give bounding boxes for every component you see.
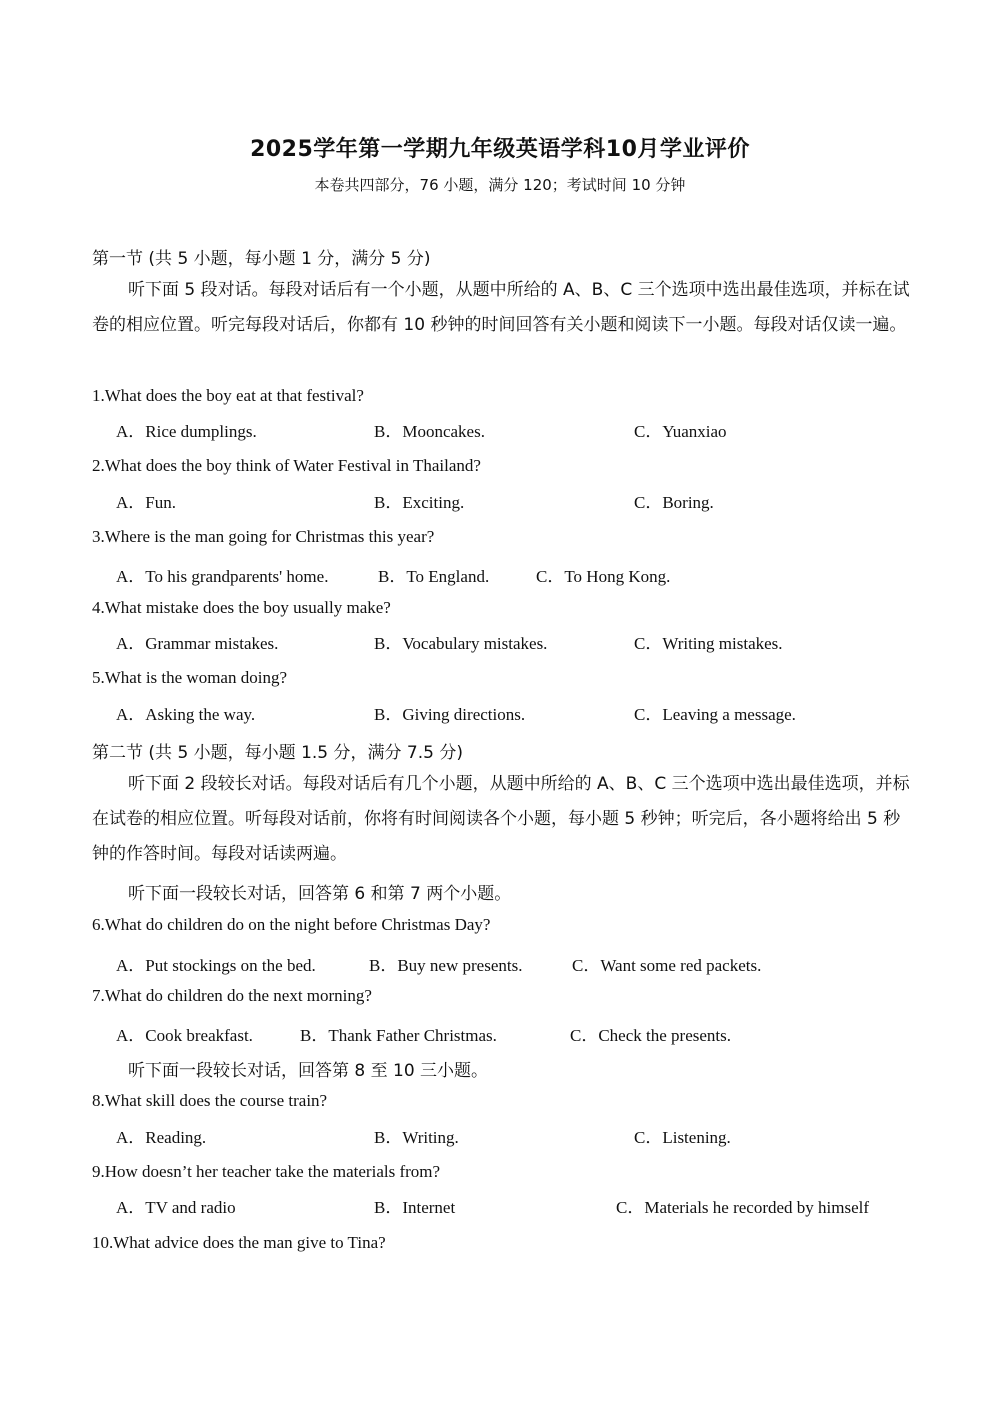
question-9: 9.How doesn’t her teacher take the materials from? [92,1162,441,1181]
question-6: 6.What do children do on the night before Christmas Day? [92,915,491,934]
option-c[interactable]: C．Listening. [634,1128,731,1147]
option-b[interactable]: B．Giving directions. [374,705,526,724]
option-a[interactable]: A．Grammar mistakes. [116,634,279,653]
option-a[interactable]: A．Put stockings on the bed. [116,956,316,975]
question-5: 5.What is the woman doing? [92,668,287,687]
option-c[interactable]: C．Leaving a message. [634,705,796,724]
option-a[interactable]: A．TV and radio [116,1198,236,1217]
option-b[interactable]: B．Thank Father Christmas. [300,1026,497,1045]
option-a[interactable]: A．Asking the way. [116,705,256,724]
question-2: 2.What does the boy think of Water Festival in Thailand? [92,456,481,475]
option-a[interactable]: A．To his grandparents' home. [116,567,329,586]
option-b[interactable]: B．Vocabulary mistakes. [374,634,548,653]
question-4: 4.What mistake does the boy usually make? [92,598,391,617]
option-a[interactable]: A．Reading. [116,1128,207,1147]
option-a[interactable]: A．Rice dumplings. [116,422,257,441]
option-b[interactable]: B．Buy new presents. [369,956,523,975]
option-b[interactable]: B．Writing. [374,1128,459,1147]
option-a[interactable]: A．Cook breakfast. [116,1026,253,1045]
dialogue-2-instruction: 听下面一段较长对话，回答第 8 至 10 三小题。 [128,1061,489,1081]
section-2-instruction-text: 听下面 2 段较长对话。每段对话后有几个小题，从题中所给的 A、B、C 三个选项中选出最佳选项，并标在试卷的相应位置。听每段对话前，你将有时间阅读各个小题，每小题 5 秒钟；听完后，各小题将给出 5 秒钟的作答时间。每段对话读两遍。 [92,774,910,864]
option-c[interactable]: C．Check the presents. [570,1026,731,1045]
question-3: 3.Where is the man going for Christmas this year? [92,527,435,546]
option-b[interactable]: B．Internet [374,1198,456,1217]
option-a[interactable]: A．Fun. [116,493,176,512]
section-2-heading: 第二节 (共 5 小题，每小题 1.5 分，满分 7.5 分) [92,743,463,763]
option-c[interactable]: C．Yuanxiao [634,422,727,441]
option-c[interactable]: C．To Hong Kong. [536,567,671,586]
option-b[interactable]: B．To England. [378,567,490,586]
page-title: 2025学年第一学期九年级英语学科10月学业评价 [250,137,750,162]
section-1-instruction-text: 听下面 5 段对话。每段对话后有一个小题，从题中所给的 A、B、C 三个选项中选出最佳选项，并标在试卷的相应位置。听完每段对话后，你都有 10 秒钟的时间回答有关小题和阅读下一小题。每段对话仅读一遍。 [92,280,910,335]
section-1-heading: 第一节 (共 5 小题，每小题 1 分，满分 5 分) [92,249,431,269]
option-b[interactable]: B．Mooncakes. [374,422,485,441]
question-7: 7.What do children do the next morning? [92,986,372,1005]
question-8: 8.What skill does the course train? [92,1091,328,1110]
option-c[interactable]: C．Materials he recorded by himself [616,1198,870,1217]
option-c[interactable]: C．Writing mistakes. [634,634,783,653]
question-1: 1.What does the boy eat at that festival? [92,386,364,405]
option-b[interactable]: B．Exciting. [374,493,465,512]
option-c[interactable]: C．Boring. [634,493,714,512]
question-10: 10.What advice does the man give to Tina? [92,1233,386,1252]
section-2-instruction [92,767,912,872]
section-1-instruction [92,273,912,343]
dialogue-1-instruction: 听下面一段较长对话，回答第 6 和第 7 两个小题。 [128,884,512,904]
exam-info: 本卷共四部分，76 小题，满分 120；考试时间 10 分钟 [314,176,686,194]
option-c[interactable]: C．Want some red packets. [572,956,762,975]
